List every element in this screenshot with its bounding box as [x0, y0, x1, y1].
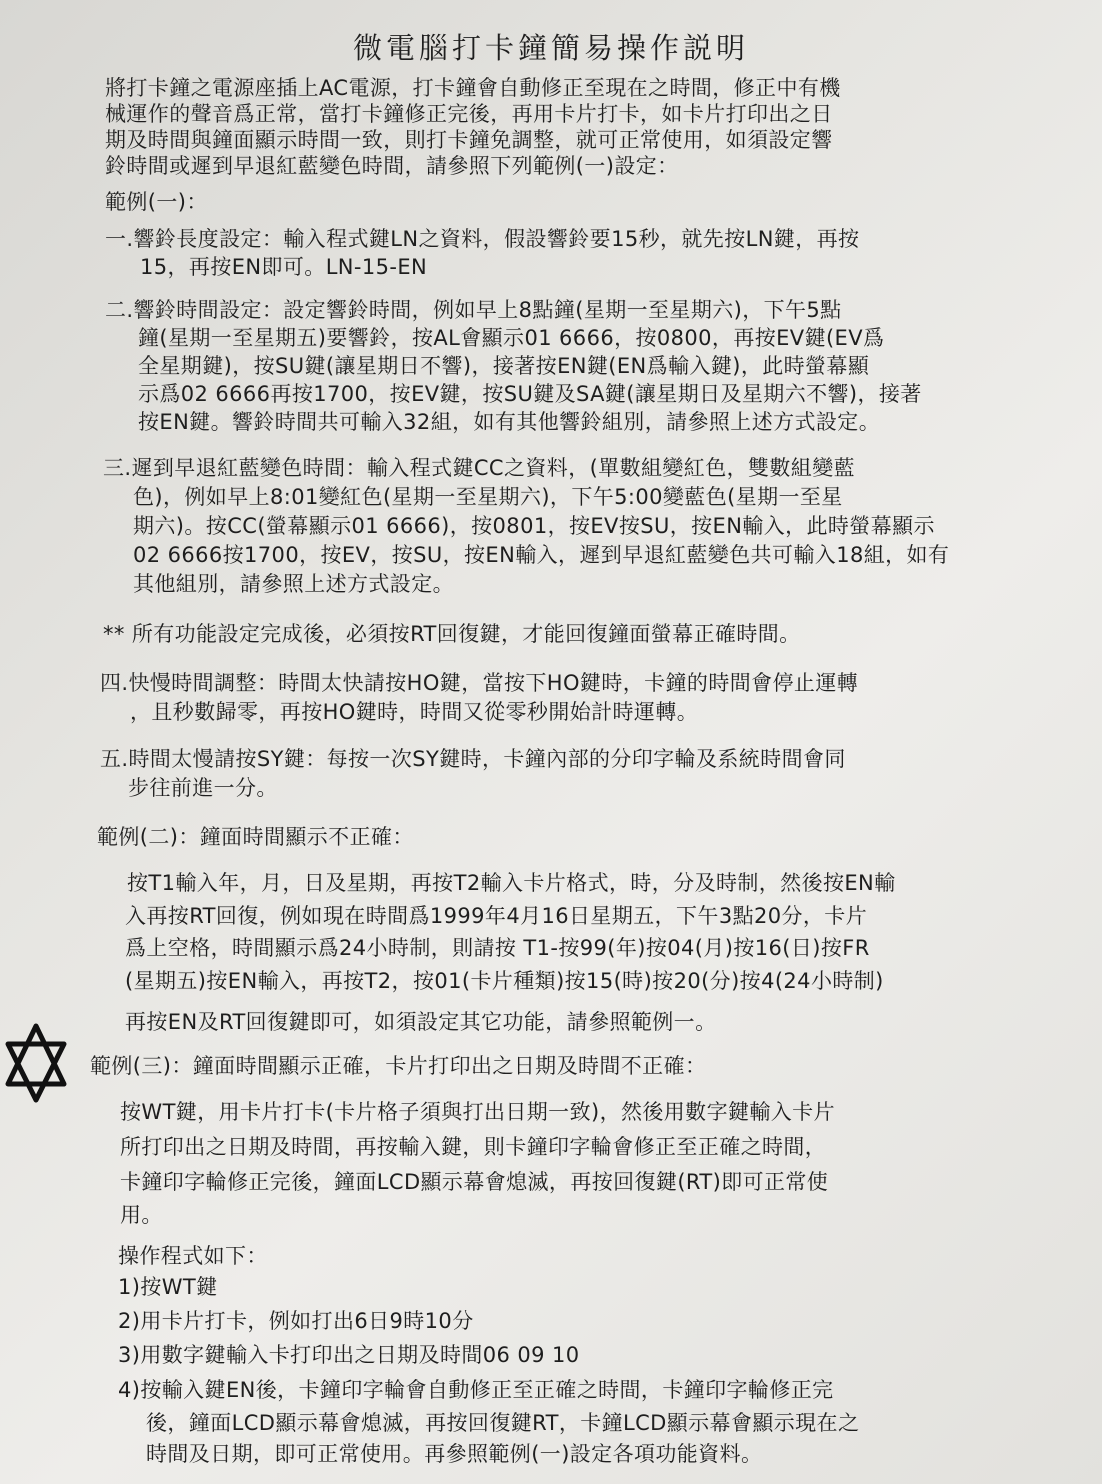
ex1-item2-line: 按EN鍵。響鈴時間共可輸入32組，如有其他響鈴組別，請參照上述方式設定。: [138, 410, 881, 434]
ex3-body-line: 按WT鍵，用卡片打卡(卡片格子須與打出日期一致)，然後用數字鍵輸入卡片: [120, 1100, 835, 1124]
ex1-item4-line: 四.快慢時間調整：時間太快請按HO鍵，當按下HO鍵時，卡鐘的時間會停止運轉: [100, 671, 859, 695]
procedure-step: 2)用卡片打卡，例如打出6日9時10分: [118, 1309, 474, 1333]
example-1-heading: 範例(一)：: [105, 190, 208, 214]
example-2-heading: 範例(二)：鐘面時間顯示不正確：: [97, 825, 414, 849]
ex1-item3-line: 三.遲到早退紅藍變色時間：輸入程式鍵CC之資料，(單數組變紅色，雙數組變藍: [103, 456, 855, 480]
ex2-body-line: (星期五)按EN輸入，再按T2，按01(卡片種類)按15(時)按20(分)按4(24小時制): [125, 969, 884, 993]
example-3-heading: 範例(三)：鐘面時間顯示正確，卡片打印出之日期及時間不正確：: [90, 1054, 707, 1078]
document-title: 微電腦打卡鐘簡易操作説明: [352, 31, 749, 65]
intro-line: 將打卡鐘之電源座插上AC電源，打卡鐘會自動修正至現在之時間，修正中有機: [105, 76, 841, 100]
procedure-step: 時間及日期，即可正常使用。再參照範例(一)設定各項功能資料。: [146, 1442, 763, 1466]
ex1-item5-line: 步往前進一分。: [128, 776, 278, 800]
ex3-body-line: 卡鐘印字輪修正完後，鐘面LCD顯示幕會熄滅，再按回復鍵(RT)即可正常使: [120, 1170, 829, 1194]
procedure-step: 4)按輸入鍵EN後，卡鐘印字輪會自動修正至正確之時間，卡鐘印字輪修正完: [118, 1378, 834, 1402]
ex2-body-line: 按T1輸入年，月，日及星期，再按T2輸入卡片格式，時，分及時制，然後按EN輸: [127, 871, 896, 895]
ex1-item3-line: 02 6666按1700，按EV，按SU，按EN輸入，遲到早退紅藍變色共可輸入18組，如有: [133, 543, 950, 567]
ex1-item2-line: 示爲02 6666再按1700，按EV鍵，按SU鍵及SA鍵(讓星期日及星期六不響)，接著: [138, 382, 922, 406]
ex2-body-line: 入再按RT回復，例如現在時間爲1999年4月16日星期五，下午3點20分，卡片: [125, 904, 868, 928]
ex1-item5-line: 五.時間太慢請按SY鍵：每按一次SY鍵時，卡鐘內部的分印字輪及系統時間會同: [100, 747, 846, 771]
procedure-step: 後，鐘面LCD顯示幕會熄滅，再按回復鍵RT，卡鐘LCD顯示幕會顯示現在之: [146, 1411, 860, 1435]
ex2-body-line: 爲上空格，時間顯示爲24小時制，則請按 T1-按99(年)按04(月)按16(日)按FR: [125, 936, 870, 960]
note-line: ** 所有功能設定完成後，必須按RT回復鍵，才能回復鐘面螢幕正確時間。: [103, 622, 801, 646]
intro-line: 期及時間與鐘面顯示時間一致，則打卡鐘免調整，就可正常使用，如須設定響: [105, 128, 833, 152]
ex1-item2-line: 鐘(星期一至星期五)要響鈴，按AL會顯示01 6666，按0800，再按EV鍵(EV爲: [138, 326, 885, 350]
hand-drawn-star-icon: [4, 1022, 68, 1104]
ex3-body-line: 用。: [120, 1203, 163, 1227]
intro-line: 械運作的聲音爲正常，當打卡鐘修正完後，再用卡片打卡，如卡片打印出之日: [105, 102, 833, 126]
ex1-item1-line: 15，再按EN即可。LN-15-EN: [140, 255, 428, 279]
ex1-item3-line: 期六)。按CC(螢幕顯示01 6666)，按0801，按EV按SU，按EN輸入，此時螢幕顯示: [133, 514, 935, 538]
ex1-item4-line: ，且秒數歸零，再按HO鍵時，時間又從零秒開始計時運轉。: [130, 700, 699, 724]
procedure-heading: 操作程式如下：: [118, 1244, 268, 1268]
ex2-body-line: 再按EN及RT回復鍵即可，如須設定其它功能，請參照範例一。: [125, 1010, 717, 1034]
ex1-item3-line: 色)，例如早上8:01變紅色(星期一至星期六)，下午5:00變藍色(星期一至星: [133, 485, 843, 509]
intro-line: 鈴時間或遲到早退紅藍變色時間，請參照下列範例(一)設定：: [105, 154, 679, 178]
ex1-item3-line: 其他組別，請參照上述方式設定。: [133, 572, 454, 596]
ex1-item2-line: 全星期鍵)，按SU鍵(讓星期日不響)，接著按EN鍵(EN爲輸入鍵)，此時螢幕顯: [138, 354, 870, 378]
procedure-step: 3)用數字鍵輸入卡打印出之日期及時間06 09 10: [118, 1343, 580, 1367]
ex1-item2-line: 二.響鈴時間設定：設定響鈴時間，例如早上8點鐘(星期一至星期六)，下午5點: [105, 298, 842, 322]
ex3-body-line: 所打印出之日期及時間，再按輸入鍵，則卡鐘印字輪會修正至正確之時間，: [120, 1135, 827, 1159]
procedure-step: 1)按WT鍵: [118, 1275, 218, 1299]
ex1-item1-line: 一.響鈴長度設定：輸入程式鍵LN之資料，假設響鈴要15秒，就先按LN鍵，再按: [105, 227, 860, 251]
